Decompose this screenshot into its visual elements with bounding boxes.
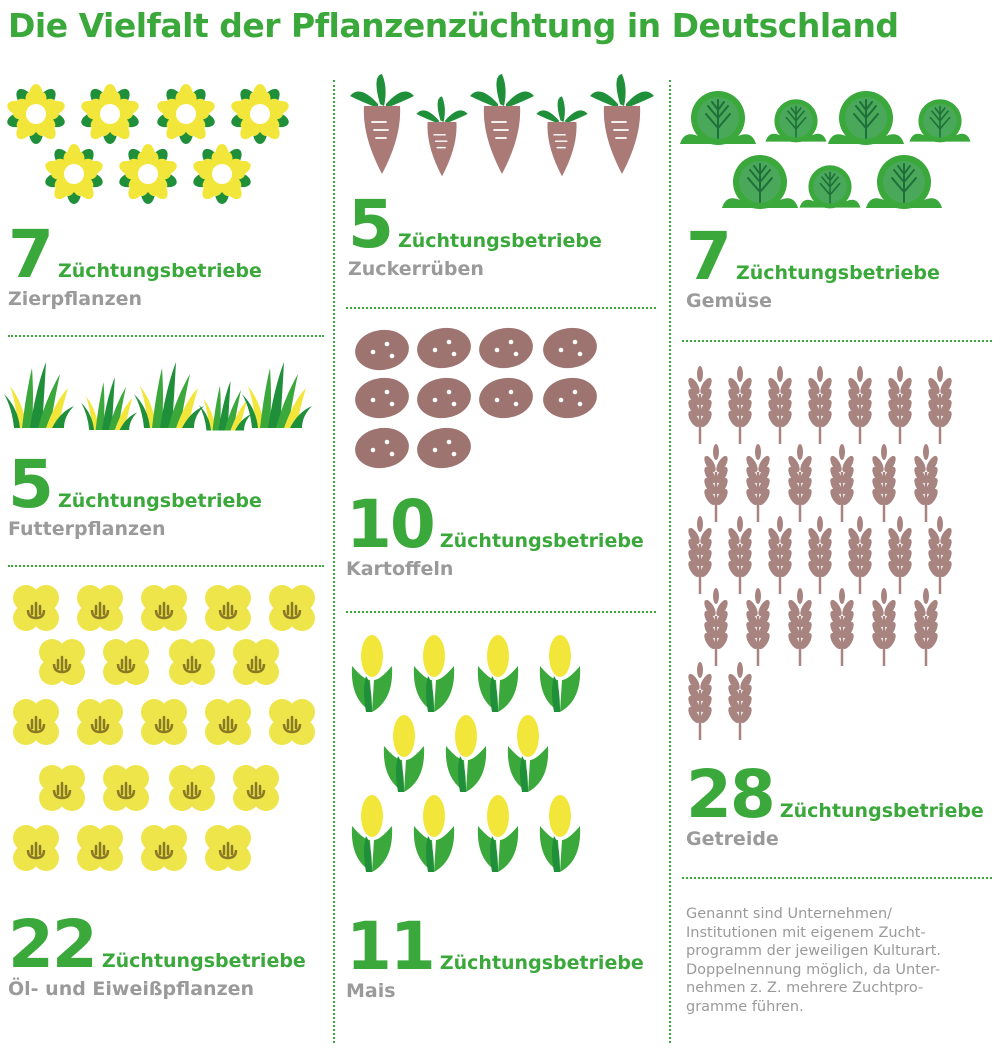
- potato-icon: [352, 374, 411, 421]
- footnote-line: Institutionen mit eigenem Zucht-: [686, 924, 926, 941]
- rapeseed-flower-icon: [205, 699, 251, 745]
- wheat-icon: [886, 366, 914, 444]
- rapeseed-flower-icon: [233, 765, 279, 811]
- lettuce-icon: [680, 91, 756, 145]
- unit-label: Züchtungsbetriebe: [57, 260, 262, 282]
- rapeseed-flower-icon: [77, 585, 123, 631]
- rapeseed-flower-icon: [13, 699, 59, 745]
- grass-icon: [134, 362, 204, 428]
- rapeseed-flower-icon: [77, 699, 123, 745]
- grass-icon: [199, 381, 252, 431]
- wheat-icon: [786, 444, 814, 522]
- sugar-beet-icon: [416, 96, 467, 176]
- potato-icon: [414, 374, 473, 421]
- lettuce-icon: [722, 155, 798, 209]
- crop-label: Öl- und Eiweißpflanzen: [8, 978, 255, 1000]
- wheat-icon: [828, 444, 856, 522]
- footnote-line: nehmen z. Z. mehrere Zuchtpro-: [686, 980, 924, 996]
- sugar-beet-icon: [536, 96, 587, 176]
- stat-zuckerrueben: [348, 186, 602, 280]
- rapeseed-flower-icon: [39, 765, 85, 811]
- unit-label: Züchtungsbetriebe: [439, 530, 644, 552]
- wheat-icon: [870, 588, 898, 666]
- stat-gemuese: [686, 218, 940, 312]
- flower-icon: [117, 144, 178, 204]
- potato-icon: [540, 374, 599, 421]
- wheat-icon: [870, 444, 898, 522]
- corn-icon: [478, 635, 518, 712]
- wheat-icon: [766, 366, 794, 444]
- potato-icon: [476, 374, 535, 421]
- stat-oel-eiweiss: [8, 906, 306, 1000]
- potato-icon: [352, 326, 411, 373]
- rapeseed-flower-icon: [141, 699, 187, 745]
- wheat-icon: [686, 516, 714, 594]
- rapeseed-flower-icon: [39, 639, 85, 685]
- grass-icon: [81, 377, 137, 430]
- lettuce-icon: [910, 99, 971, 142]
- stat-zierpflanzen: [8, 216, 262, 310]
- wheat-icon: [766, 516, 794, 594]
- wheat-icon: [686, 662, 714, 740]
- lettuce-icon: [828, 91, 904, 145]
- flower-icon: [43, 144, 104, 204]
- rapeseed-flower-icon: [169, 765, 215, 811]
- wheat-icon: [726, 516, 754, 594]
- wheat-icon: [744, 588, 772, 666]
- corn-icon: [414, 795, 454, 872]
- wheat-icon: [926, 366, 954, 444]
- corn-icon: [446, 715, 486, 792]
- crop-label: Gemüse: [686, 290, 773, 312]
- count-number: 7: [686, 218, 730, 295]
- rapeseed-flower-icon: [205, 585, 251, 631]
- unit-label: Züchtungsbetriebe: [101, 950, 306, 972]
- corn-icon: [384, 715, 424, 792]
- rapeseed-flower-icon: [103, 639, 149, 685]
- stat-futterpflanzen: [8, 446, 262, 540]
- grass-icon: [4, 362, 74, 428]
- flower-icon: [191, 144, 252, 204]
- footnote: [686, 905, 986, 1016]
- wheat-icon: [912, 588, 940, 666]
- corn-icon: [414, 635, 454, 712]
- corn-icon: [352, 635, 392, 712]
- flower-icon: [79, 84, 140, 144]
- count-number: 5: [348, 186, 392, 263]
- unit-label: Züchtungsbetriebe: [779, 800, 984, 822]
- sugar-beet-icon: [350, 74, 414, 174]
- wheat-icon: [726, 366, 754, 444]
- crop-label: Futterpflanzen: [8, 518, 166, 540]
- corn-icon: [540, 795, 580, 872]
- wheat-icon: [744, 444, 772, 522]
- rapeseed-flower-icon: [141, 825, 187, 871]
- wheat-icon: [828, 588, 856, 666]
- footnote-line: Doppelnennung möglich, da Unter-: [686, 961, 941, 978]
- wheat-icon: [702, 588, 730, 666]
- potato-icon: [414, 424, 473, 471]
- flower-icon: [155, 84, 216, 144]
- crop-label: Mais: [346, 980, 396, 1002]
- count-number: 22: [8, 906, 96, 983]
- wheat-icon: [806, 516, 834, 594]
- crop-label: Zierpflanzen: [8, 288, 143, 310]
- unit-label: Züchtungsbetriebe: [57, 490, 262, 512]
- wheat-icon: [786, 588, 814, 666]
- rapeseed-flower-icon: [269, 699, 315, 745]
- lettuce-icon: [766, 99, 827, 142]
- count-number: 10: [346, 486, 434, 563]
- wheat-icon: [846, 516, 874, 594]
- unit-label: Züchtungsbetriebe: [439, 952, 644, 974]
- footnote-line: gramme führen.: [686, 998, 804, 1015]
- count-number: 5: [8, 446, 52, 523]
- wheat-icon: [702, 444, 730, 522]
- potato-icon: [352, 424, 411, 471]
- stat-mais: [346, 908, 644, 1002]
- unit-label: Züchtungsbetriebe: [397, 230, 602, 252]
- flower-icon: [229, 84, 290, 144]
- wheat-icon: [926, 516, 954, 594]
- wheat-icon: [846, 366, 874, 444]
- rapeseed-flower-icon: [233, 639, 279, 685]
- corn-icon: [478, 795, 518, 872]
- wheat-icon: [886, 516, 914, 594]
- wheat-icon: [686, 366, 714, 444]
- rapeseed-flower-icon: [205, 825, 251, 871]
- wheat-icon: [726, 662, 754, 740]
- rapeseed-flower-icon: [103, 765, 149, 811]
- wheat-icon: [806, 366, 834, 444]
- corn-icon: [540, 635, 580, 712]
- stat-kartoffeln: [346, 486, 644, 580]
- count-number: 7: [8, 216, 52, 293]
- flower-icon: [5, 84, 66, 144]
- potato-icon: [414, 324, 473, 371]
- unit-label: Züchtungsbetriebe: [735, 262, 940, 284]
- footnote-line: Genannt sind Unternehmen/: [686, 906, 893, 922]
- page-title: Die Vielfalt der Pflanzenzüchtung in Deutschland: [8, 6, 899, 45]
- potato-icon: [476, 324, 535, 371]
- rapeseed-flower-icon: [13, 825, 59, 871]
- crop-label: Zuckerrüben: [348, 258, 484, 280]
- sugar-beet-icon: [590, 74, 654, 174]
- lettuce-icon: [866, 155, 942, 209]
- wheat-icon: [912, 444, 940, 522]
- rapeseed-flower-icon: [141, 585, 187, 631]
- potato-icon: [540, 324, 599, 371]
- grass-icon: [242, 362, 312, 428]
- corn-icon: [508, 715, 548, 792]
- rapeseed-flower-icon: [77, 825, 123, 871]
- sugar-beet-icon: [470, 74, 534, 174]
- rapeseed-flower-icon: [169, 639, 215, 685]
- rapeseed-flower-icon: [269, 585, 315, 631]
- count-number: 11: [346, 908, 434, 985]
- stat-getreide: [686, 756, 984, 850]
- rapeseed-flower-icon: [13, 585, 59, 631]
- footnote-line: programm der jeweiligen Kulturart.: [686, 943, 942, 959]
- crop-label: Getreide: [686, 828, 779, 850]
- lettuce-icon: [800, 165, 861, 208]
- corn-icon: [352, 795, 392, 872]
- crop-label: Kartoffeln: [346, 558, 454, 580]
- count-number: 28: [686, 756, 774, 833]
